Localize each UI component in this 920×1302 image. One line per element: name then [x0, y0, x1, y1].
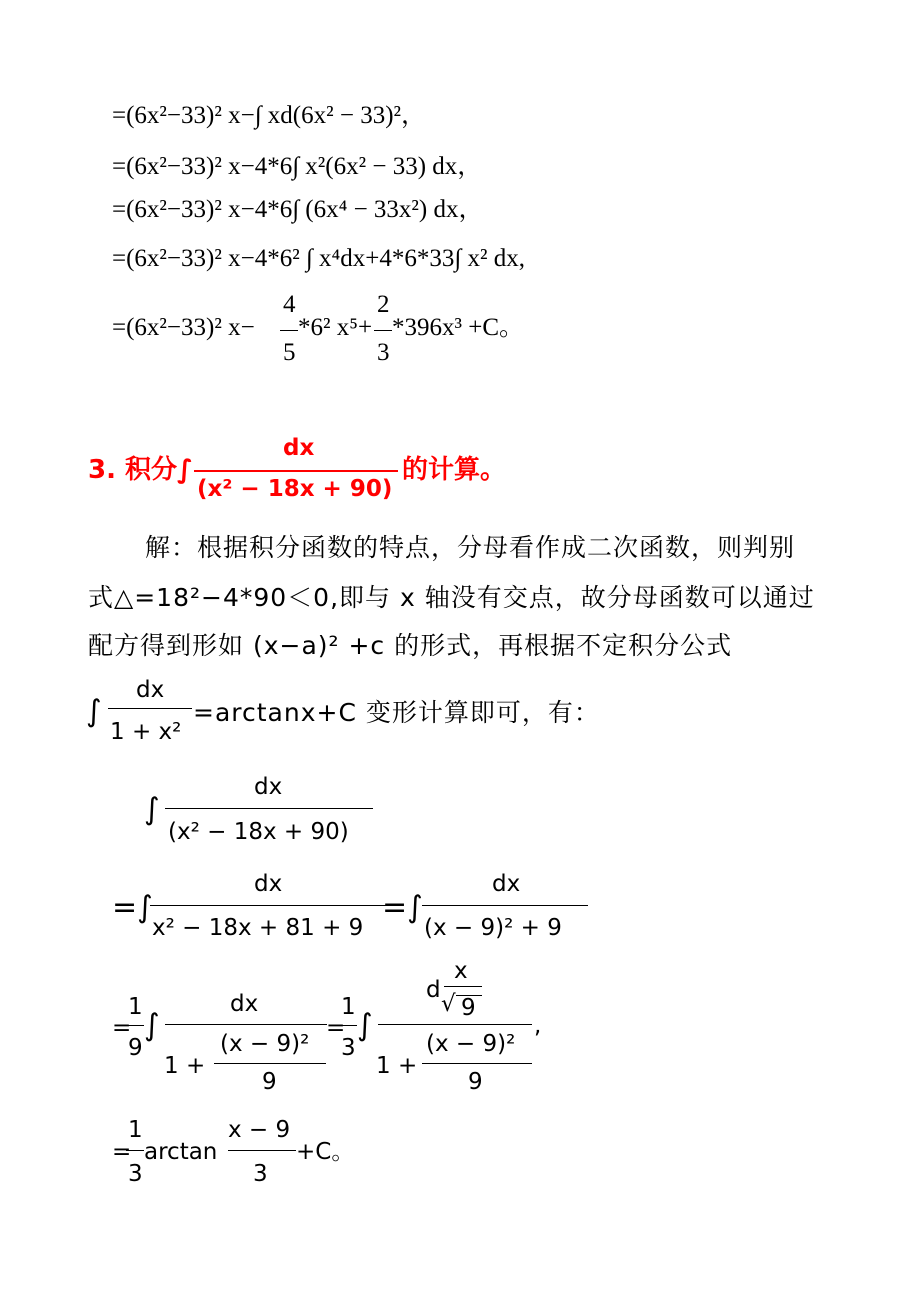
fraction-bar — [374, 330, 392, 331]
constant-tail: +C。 — [296, 1139, 355, 1165]
fraction-numerator: 2 — [377, 291, 390, 318]
sub-fraction-denominator: 9 — [262, 1069, 277, 1095]
sub-fraction-numerator: (x − 9)² — [220, 1031, 310, 1057]
paragraph-line-2: 式△=18²−4*90＜0,即与 x 轴没有交点，故分母函数可以通过 — [88, 583, 815, 612]
step-line-4: =(6x²−33)² x−4*6² ∫ x⁴dx+4*6*33∫ x² dx, — [112, 245, 525, 272]
integral-sign: ∫ — [357, 1008, 373, 1043]
equals-sign: = — [112, 1139, 132, 1165]
paragraph-line-1: 解：根据积分函数的特点，分母看作成二次函数，则判别 — [145, 533, 796, 562]
coefficient-bar — [126, 1025, 144, 1026]
fraction-numerator: x − 9 — [228, 1117, 291, 1143]
coefficient-denominator: 3 — [128, 1161, 143, 1187]
fraction-numerator: dx — [254, 871, 283, 897]
sub-fraction-bar — [422, 1063, 532, 1064]
integral-sign: ∫ — [144, 792, 160, 827]
fraction-numerator: dx — [230, 991, 259, 1017]
coefficient-numerator: 1 — [341, 994, 356, 1020]
coefficient-bar — [126, 1150, 144, 1151]
fraction-bar — [228, 1150, 296, 1151]
formula-denominator: 1 + x² — [110, 719, 182, 745]
sub-fraction-bar — [214, 1063, 326, 1064]
differential-bar — [444, 986, 482, 987]
formula-numerator: dx — [136, 677, 165, 703]
formula-fraction-bar — [108, 708, 192, 709]
step-line-3: =(6x²−33)² x−4*6∫ (6x⁴ − 33x²) dx， — [112, 196, 484, 223]
equals-integral: =∫ — [112, 890, 153, 925]
heading-fraction-bar — [194, 470, 398, 472]
step-5-tail: *396x³ +C。 — [392, 314, 525, 341]
coefficient-denominator: 3 — [341, 1035, 356, 1061]
fraction-bar — [165, 1024, 327, 1025]
differential-d: d — [426, 977, 441, 1003]
equals-sign: = — [112, 1015, 132, 1041]
heading-denominator: (x² − 18x + 90) — [197, 476, 393, 502]
equals-integral: =∫ — [382, 890, 423, 925]
sub-fraction-numerator: (x − 9)² — [426, 1031, 516, 1057]
step-5-lead: =(6x²−33)² x− — [112, 314, 255, 341]
heading-suffix: 的计算。 — [402, 455, 507, 485]
integral-sign: ∫ — [86, 694, 102, 729]
step-line-1: =(6x²−33)² x−∫ xd(6x² − 33)²， — [112, 102, 427, 129]
fraction-numerator: dx — [254, 774, 283, 800]
fraction-bar — [378, 1024, 532, 1025]
denominator-lead: 1 + — [164, 1053, 206, 1079]
fraction-numerator: dx — [492, 871, 521, 897]
fraction-denominator: (x² − 18x + 90) — [168, 819, 349, 845]
paragraph-line-3: 配方得到形如 (x−a)² +c 的形式，再根据不定积分公式 — [88, 631, 733, 660]
step-5-middle: *6² x⁵+ — [298, 314, 373, 341]
integral-sign: ∫ — [144, 1008, 160, 1043]
function-name: arctan — [144, 1139, 218, 1165]
fraction-denominator: 5 — [283, 339, 296, 366]
sub-fraction-denominator: 9 — [468, 1069, 483, 1095]
coefficient-denominator: 9 — [128, 1035, 143, 1061]
coefficient-bar — [339, 1025, 357, 1026]
fraction-bar — [165, 808, 373, 809]
step-line-2: =(6x²−33)² x−4*6∫ x²(6x² − 33) dx， — [112, 153, 483, 180]
coefficient-numerator: 1 — [128, 994, 143, 1020]
radical-icon: √ — [441, 991, 456, 1017]
denominator-lead: 1 + — [376, 1053, 418, 1079]
heading-numerator: dx — [283, 435, 315, 461]
radicand: 9 — [461, 995, 476, 1021]
fraction-denominator: x² − 18x + 81 + 9 — [152, 915, 364, 941]
equals-sign: = — [326, 1015, 346, 1041]
fraction-denominator: 3 — [253, 1161, 268, 1187]
fraction-numerator: 4 — [283, 291, 296, 318]
heading-prefix: 3. 积分∫ — [88, 455, 193, 485]
formula-tail: =arctanx+C 变形计算即可，有： — [193, 698, 600, 727]
fraction-bar — [150, 905, 390, 906]
trailing-comma: , — [534, 1013, 542, 1039]
fraction-denominator: (x − 9)² + 9 — [424, 915, 562, 941]
coefficient-numerator: 1 — [128, 1117, 143, 1143]
fraction-bar — [422, 905, 588, 906]
differential-x: x — [454, 958, 468, 984]
fraction-bar — [280, 330, 298, 331]
fraction-denominator: 3 — [377, 339, 390, 366]
